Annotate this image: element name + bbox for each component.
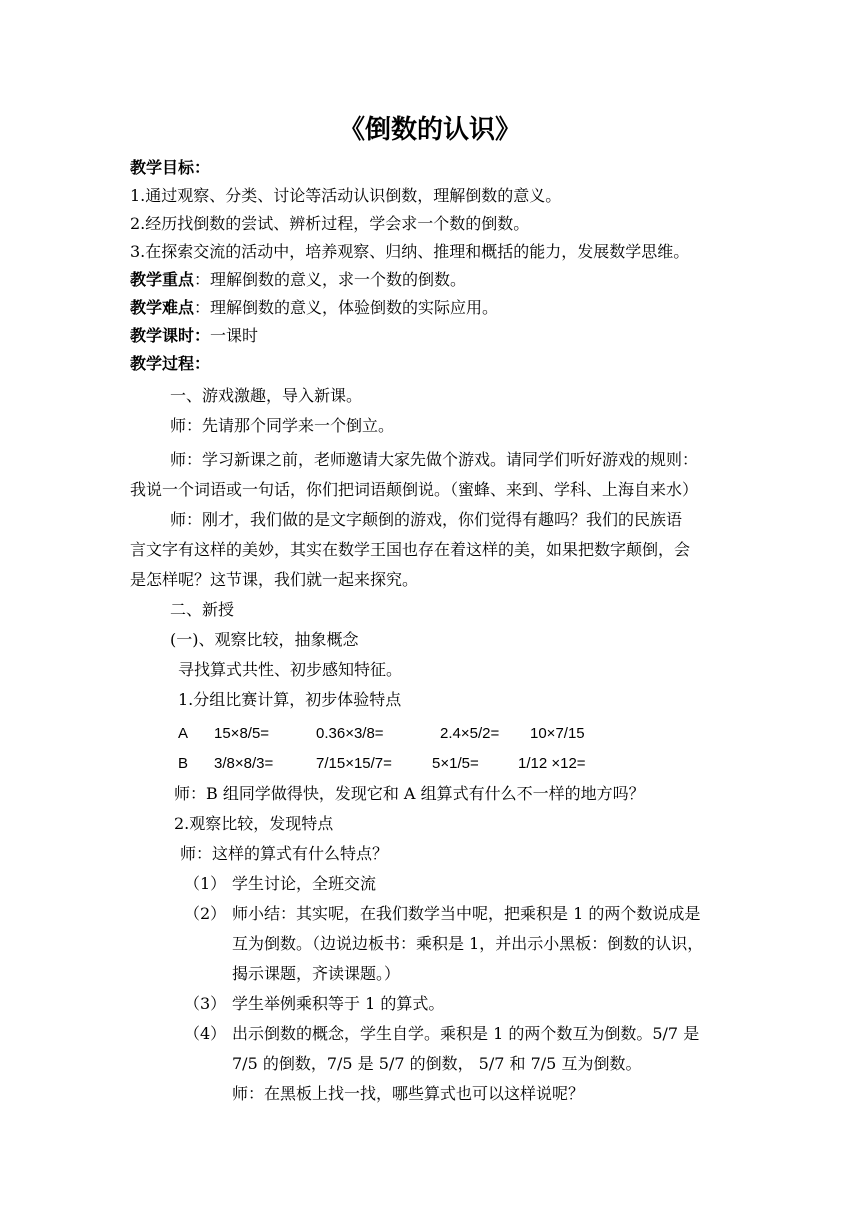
- list-number: （4）: [184, 1024, 227, 1043]
- expression: 2.4×5/2=: [440, 725, 500, 742]
- paragraph: 师：这样的算式有什么特点？: [180, 844, 389, 863]
- expression: 3/8×8/3=: [214, 755, 274, 772]
- list-item-text: 互为倒数。（边说边板书：乘积是 1，并出示小黑板：倒数的认识，: [232, 934, 704, 953]
- section-2-heading: 二、新授: [170, 600, 235, 619]
- paragraph: 2.观察比较，发现特点: [174, 814, 334, 833]
- expression: 15×8/5=: [214, 725, 270, 742]
- key-point-text: ：理解倒数的意义，求一个数的倒数。: [194, 270, 467, 289]
- paragraph: 师：B 组同学做得快，发现它和 A 组算式有什么不一样的地方吗？: [174, 784, 645, 803]
- goal-item-3: 3.在探索交流的活动中，培养观察、归纳、推理和概括的能力，发展数学思维。: [130, 242, 690, 261]
- expression-row-a: [178, 722, 738, 746]
- list-item-text: 学生举例乘积等于 1 的算式。: [232, 994, 445, 1013]
- duration-text: 一课时: [210, 326, 259, 345]
- duration-line: [130, 324, 258, 348]
- difficulty-text: ：理解倒数的意义，体验倒数的实际应用。: [194, 298, 499, 317]
- list-number: （1）: [184, 874, 227, 893]
- expression: 5×1/5=: [432, 755, 479, 772]
- list-item-text: 师小结：其实呢，在我们数学当中呢，把乘积是 1 的两个数说成是: [232, 904, 701, 923]
- expression: 7/15×15/7=: [316, 755, 392, 772]
- difficulty-label: 教学难点: [130, 298, 195, 317]
- expression-row-b: [178, 752, 738, 776]
- list-item-text: 师：在黑板上找一找，哪些算式也可以这样说呢？: [232, 1084, 585, 1103]
- goal-item-1: 1.通过观察、分类、讨论等活动认识倒数，理解倒数的意义。: [130, 186, 562, 205]
- process-heading: 教学过程：: [130, 354, 211, 373]
- paragraph: 言文字有这样的美妙，其实在数学王国也存在着这样的美，如果把数字颠倒，会: [130, 540, 691, 559]
- list-item-text: 7/5 的倒数，7/5 是 5/7 的倒数， 5/7 和 7/5 互为倒数。: [232, 1054, 642, 1073]
- list-item-text: 学生讨论，全班交流: [232, 874, 377, 893]
- subsection-heading: (一)、观察比较，抽象概念: [170, 630, 359, 649]
- paragraph: 师：学习新课之前，老师邀请大家先做个游戏。请同学们听好游戏的规则：: [170, 450, 699, 469]
- row-a-label: A: [178, 725, 189, 742]
- list-item-text: 出示倒数的概念，学生自学。乘积是 1 的两个数互为倒数。5/7 是: [232, 1024, 700, 1043]
- expression: 0.36×3/8=: [316, 725, 384, 742]
- list-item-text: 揭示课题，齐读课题。）: [232, 964, 401, 983]
- goal-item-2: 2.经历找倒数的尝试、辨析过程，学会求一个数的倒数。: [130, 214, 530, 233]
- section-1-heading: 一、游戏激趣，导入新课。: [170, 386, 363, 405]
- paragraph: 1.分组比赛计算，初步体验特点: [178, 690, 402, 709]
- goals-heading: 教学目标：: [130, 158, 211, 177]
- expression: 10×7/15: [530, 725, 585, 742]
- paragraph: 师：先请那个同学来一个倒立。: [170, 416, 395, 435]
- duration-label: 教学课时：: [130, 326, 211, 345]
- row-b-label: B: [178, 755, 189, 772]
- paragraph: 师：刚才，我们做的是文字颠倒的游戏，你们觉得有趣吗？我们的民族语: [170, 510, 683, 529]
- paragraph: 寻找算式共性、初步感知特征。: [178, 660, 403, 679]
- list-number: （3）: [184, 994, 227, 1013]
- expression: 1/12 ×12=: [518, 755, 586, 772]
- key-point-line: [130, 268, 466, 292]
- paragraph: 是怎样呢？这节课，我们就一起来探究。: [130, 570, 419, 589]
- list-number: （2）: [184, 904, 227, 923]
- paragraph: 我说一个词语或一句话，你们把词语颠倒说。（蜜蜂、来到、学科、上海自来水）: [130, 480, 699, 499]
- key-point-label: 教学重点: [130, 270, 195, 289]
- difficulty-line: [130, 296, 498, 320]
- document-title: 《倒数的认识》: [338, 115, 521, 145]
